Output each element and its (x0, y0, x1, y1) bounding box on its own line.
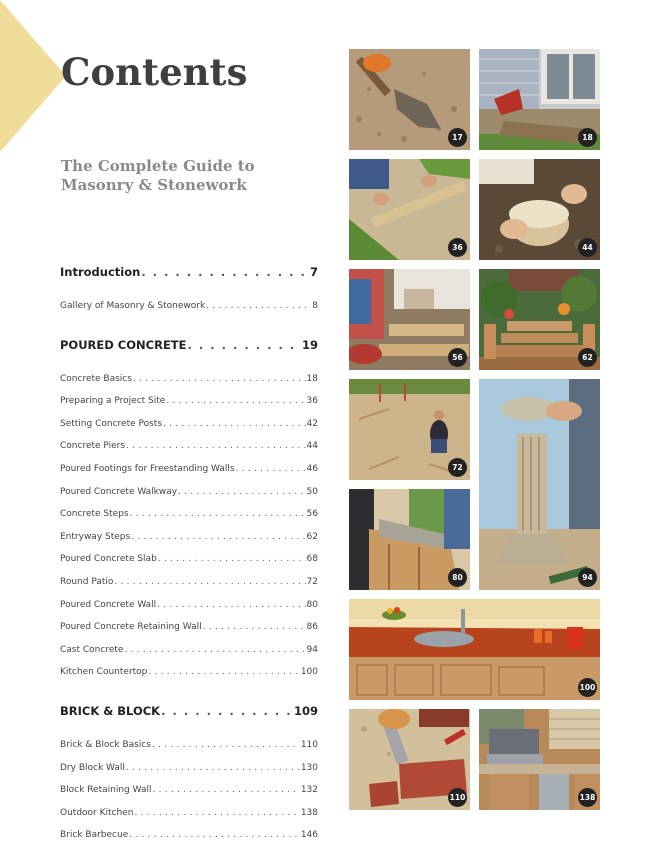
toc-entry[interactable] (60, 532, 318, 555)
toc-entry-label: Outdoor Kitchen (60, 807, 134, 818)
toc-entry-label: Block Retaining Wall (60, 785, 152, 796)
photo-outdoor-kitchen (479, 709, 600, 810)
toc-entry-page: 100 (300, 667, 318, 678)
toc-section-heading[interactable] (60, 704, 318, 728)
dot-leader (203, 622, 306, 632)
dot-leader (134, 808, 299, 818)
toc-entry-label: Setting Concrete Posts (60, 418, 163, 429)
toc-entry[interactable] (60, 600, 318, 623)
toc-entry-page: 138 (300, 807, 318, 818)
table-of-contents (60, 265, 318, 853)
photo-entryway-steps (479, 269, 600, 370)
toc-entry-label: BRICK & BLOCK (60, 703, 161, 718)
photo-wall-form (349, 489, 470, 590)
toc-entry-label: Poured Concrete Walkway (60, 486, 178, 497)
page-badge: 138 (578, 788, 597, 807)
toc-entry-label: Entryway Steps (60, 531, 131, 542)
toc-entry[interactable] (60, 763, 318, 786)
toc-entry-label: Poured Footings for Freestanding Walls (60, 463, 235, 474)
page-badge: 100 (578, 678, 597, 697)
heading-spacer (60, 728, 318, 740)
photo-kitchen-countertop (349, 599, 600, 700)
toc-entry-page: 130 (300, 762, 318, 773)
photo-step-forms (349, 269, 470, 370)
photo-cast-column (479, 379, 600, 590)
toc-entry-label: Gallery of Masonry & Stonework (60, 301, 206, 311)
photo-wheelbarrow (479, 49, 600, 150)
photo-patio-site (349, 379, 470, 480)
page-badge: 17 (448, 128, 467, 147)
toc-entry-label: Poured Concrete Retaining Wall (60, 622, 202, 633)
toc-entry-page: 36 (306, 396, 318, 407)
dot-leader (124, 645, 305, 655)
dot-leader (163, 419, 306, 429)
toc-entry-label: Introduction (60, 265, 141, 279)
toc-entry[interactable] (60, 487, 318, 510)
page-badge: 94 (578, 568, 597, 587)
toc-entry-label: POURED CONCRETE (60, 337, 187, 352)
toc-entry[interactable] (60, 464, 318, 487)
toc-entry-page: 62 (306, 531, 318, 542)
toc-entry-label: Kitchen Countertop (60, 667, 148, 678)
dot-leader (141, 265, 309, 279)
page-badge: 56 (448, 348, 467, 367)
heading-spacer (60, 289, 318, 301)
toc-entry[interactable] (60, 396, 318, 419)
page-badge: 110 (448, 788, 467, 807)
subtitle-line-2: Masonry & Stonework (61, 176, 247, 194)
toc-entry-label: Dry Block Wall (60, 762, 125, 773)
toc-entry[interactable] (60, 509, 318, 532)
toc-entry[interactable] (60, 622, 318, 645)
toc-entry-page: 19 (301, 337, 318, 352)
dot-leader (148, 667, 299, 677)
toc-entry-label: Brick & Block Basics (60, 739, 151, 750)
photo-shovel-gravel (349, 49, 470, 150)
toc-entry-page: 110 (300, 739, 318, 750)
dot-leader (158, 554, 306, 564)
toc-entry[interactable] (60, 419, 318, 442)
dot-leader (188, 338, 301, 352)
toc-entry[interactable] (60, 830, 318, 853)
toc-entry-label: Cast Concrete (60, 644, 124, 655)
dot-leader (130, 509, 306, 519)
dot-leader (133, 374, 306, 384)
toc-entry-page: 46 (306, 463, 318, 474)
toc-entry-page: 72 (306, 576, 318, 587)
page-badge: 62 (578, 348, 597, 367)
dot-leader (157, 600, 305, 610)
dot-leader (129, 830, 300, 840)
heading-spacer (60, 362, 318, 374)
page-badge: 80 (448, 568, 467, 587)
toc-section-heading[interactable] (60, 265, 318, 289)
toc-entry-label: Preparing a Project Site (60, 396, 166, 407)
dot-leader (152, 740, 300, 750)
dot-leader (126, 441, 305, 451)
toc-entry-label: Concrete Steps (60, 509, 129, 520)
photo-leveling-board (349, 159, 470, 260)
toc-entry[interactable] (60, 301, 318, 324)
page-title: Contents (61, 50, 248, 94)
toc-entry-label: Round Patio (60, 576, 114, 587)
toc-entry-page: 146 (300, 830, 318, 841)
toc-entry[interactable] (60, 667, 318, 690)
photo-pier-form (479, 159, 600, 260)
toc-entry[interactable] (60, 645, 318, 668)
page-badge: 44 (578, 238, 597, 257)
toc-entry-label: Brick Barbecue (60, 830, 129, 841)
toc-entry-label: Poured Concrete Wall (60, 599, 157, 610)
toc-entry[interactable] (60, 554, 318, 577)
toc-entry-page: 50 (306, 486, 318, 497)
toc-entry-label: Concrete Basics (60, 373, 132, 384)
dot-leader (178, 487, 305, 497)
section-spacer (60, 690, 318, 704)
toc-entry-page: 8 (312, 301, 318, 311)
page-badge: 18 (578, 128, 597, 147)
dot-leader (131, 532, 305, 542)
dot-leader (166, 396, 305, 406)
toc-entry[interactable] (60, 374, 318, 397)
page-badge: 36 (448, 238, 467, 257)
toc-entry-label: Concrete Piers (60, 441, 126, 452)
toc-entry-page: 68 (306, 554, 318, 565)
photo-chiseling-brick (349, 709, 470, 810)
dot-leader (114, 577, 305, 587)
toc-entry-page: 109 (293, 703, 318, 718)
toc-entry[interactable] (60, 740, 318, 763)
toc-entry[interactable] (60, 785, 318, 808)
subtitle-line-1: The Complete Guide to (61, 157, 255, 175)
toc-entry[interactable] (60, 808, 318, 831)
toc-entry-label: Poured Concrete Slab (60, 554, 157, 565)
toc-entry-page: 56 (306, 509, 318, 520)
toc-entry-page: 94 (306, 644, 318, 655)
section-spacer (60, 324, 318, 338)
dot-leader (161, 704, 293, 718)
dot-leader (152, 785, 299, 795)
book-subtitle (61, 157, 311, 195)
dot-leader (236, 464, 306, 474)
toc-entry-page: 18 (306, 373, 318, 384)
toc-entry-page: 86 (306, 622, 318, 633)
toc-entry-page: 132 (300, 785, 318, 796)
toc-entry-page: 80 (306, 599, 318, 610)
toc-entry-page: 44 (306, 441, 318, 452)
toc-entry-page: 42 (306, 418, 318, 429)
page-badge: 72 (448, 458, 467, 477)
toc-entry[interactable] (60, 577, 318, 600)
dot-leader (126, 763, 300, 773)
toc-section-heading[interactable] (60, 338, 318, 362)
dot-leader (206, 301, 311, 311)
toc-entry-page: 7 (309, 265, 318, 279)
toc-entry[interactable] (60, 441, 318, 464)
